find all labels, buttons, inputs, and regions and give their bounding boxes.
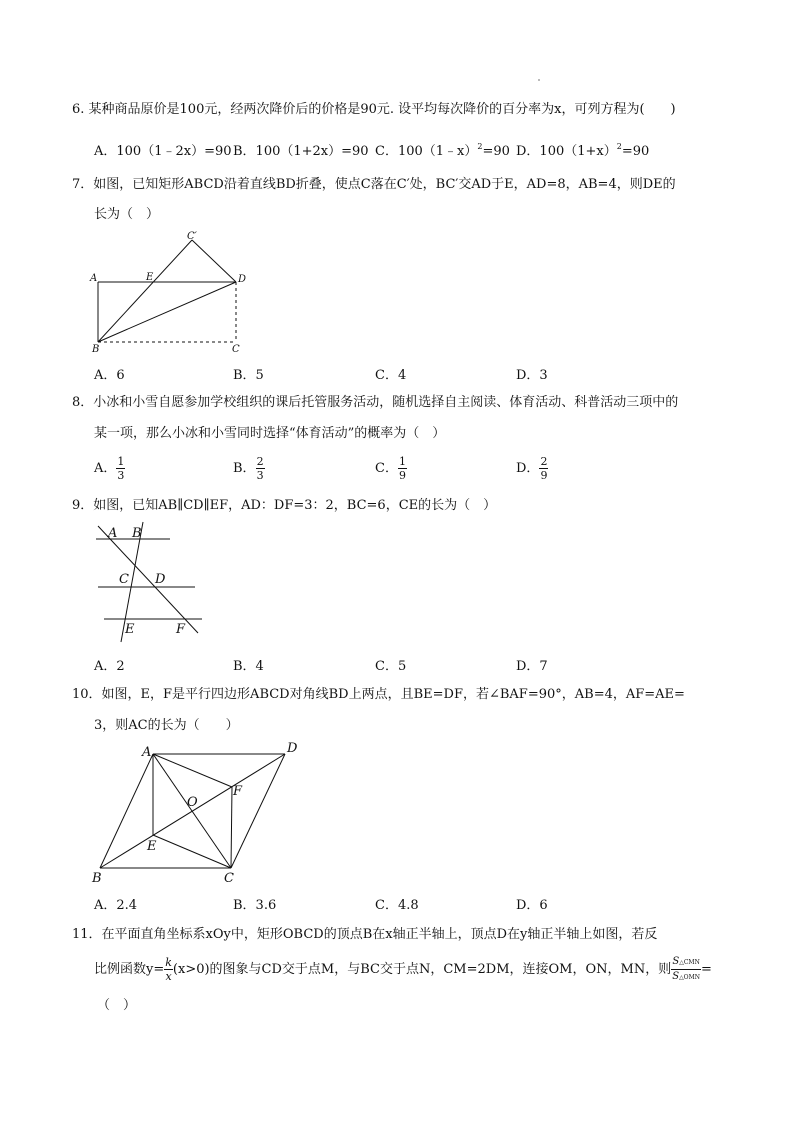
q7-label-b: B <box>92 344 100 355</box>
q9-figure-parallel-lines <box>88 518 218 648</box>
q11-stem-line1: 11．在平面直角坐标系xOy中，矩形OBCD的顶点B在x轴正半轴上，顶点D在y轴正半轴上如图，若反 <box>72 927 658 942</box>
q9-label-b: B <box>132 526 142 541</box>
q10-label-b: B <box>92 871 102 886</box>
q6-option-c: C．100（1﹣x）$^2$=90 <box>375 142 510 159</box>
q10-diagonal-ac <box>153 754 231 868</box>
q7-label-c: C <box>232 344 240 355</box>
q9-label-d: D <box>155 572 166 587</box>
q7-label-d: D <box>238 274 247 285</box>
q7-option-c: C．4 <box>375 368 407 383</box>
q8-option-b: B． $\frac{2}{3}$ <box>233 455 264 482</box>
q9-label-f: F <box>176 622 186 637</box>
q9-option-c: C．5 <box>375 659 407 674</box>
q9-option-b: B．4 <box>233 659 264 674</box>
q10-label-f: F <box>233 784 243 799</box>
q6-stem: 6. 某种商品原价是100元，经两次降价后的价格是90元. 设平均每次降价的百分率为x，可列方程为( ) <box>72 102 676 117</box>
q10-figure-parallelogram <box>88 738 298 886</box>
q7-segment-cprime-d <box>192 240 236 282</box>
q9-option-a: A．2 <box>94 659 125 674</box>
q10-stem-line1: 10．如图，E，F是平行四边形ABCD对角线BD上两点，且BE=DF，若∠BAF=90°，AB=4，AF=AE= <box>72 687 685 702</box>
q8-stem-line1: 8．小冰和小雪自愿参加学校组织的课后托管服务活动，随机选择自主阅读、体育活动、科普活动三项中的 <box>72 395 679 410</box>
q7-segment-bd <box>98 282 236 342</box>
q10-option-b: B．3.6 <box>233 898 277 913</box>
q6-option-d: D．$100(1+x)^2=90$ <box>516 142 650 159</box>
q10-label-c: C <box>224 871 234 886</box>
q10-label-e: E <box>147 839 157 854</box>
q7-stem-line2: 长为（ ） <box>94 207 160 222</box>
q8-stem-line2: 某一项，那么小冰和小雪同时选择“体育活动”的概率为（ ） <box>94 426 446 441</box>
q9-option-d: D．7 <box>516 659 548 674</box>
q10-option-c: C．4.8 <box>375 898 419 913</box>
q7-option-a: A．6 <box>94 368 125 383</box>
q9-label-c: C <box>119 572 129 587</box>
q6-option-a: A．100（1﹣2x）=90 <box>94 144 232 159</box>
q10-stem-line2: 3，则AC的长为（ ） <box>94 718 239 733</box>
q10-side-ab <box>100 754 153 868</box>
q10-label-a: A <box>142 745 152 760</box>
q9-stem: 9．如图，已知AB∥CD∥EF，AD：DF=3：2，BC=6，CE的长为（ ） <box>72 498 497 513</box>
q6-option-b: B．100（1+2x）=90 <box>233 144 369 159</box>
q10-label-o: O <box>187 795 198 810</box>
q7-stem-line1: 7．如图，已知矩形ABCD沿着直线BD折叠，使点C落在C′处，BC′交AD于E，AD=8，AB=4，则DE的 <box>72 177 676 192</box>
scan-speck <box>538 79 540 81</box>
q9-label-e: E <box>125 622 135 637</box>
q11-stem-line3: （ ） <box>97 998 137 1013</box>
q11-stem-line2: 比例函数y= $\frac{k}{x}$ (x>0)的图象与CD交于点M，与BC交于点N，CM=2DM，连接OM，ON，MN，则 $\frac{\text{S△CMN}}{\text{S△OMN}}$ = <box>94 956 712 983</box>
q7-segment-bcprime <box>98 240 192 342</box>
q8-option-d: D． $\frac{2}{9}$ <box>516 455 548 482</box>
q7-option-d: D．3 <box>516 368 548 383</box>
q9-label-a: A <box>108 526 118 541</box>
q7-figure-folded-rectangle <box>88 230 248 355</box>
q10-option-a: A．2.4 <box>94 898 138 913</box>
q10-segment-fc <box>231 787 232 868</box>
q7-label-cprime: C′ <box>187 231 197 242</box>
q8-option-a: A． $\frac{1}{3}$ <box>94 455 125 482</box>
q9-transversal-adf <box>98 526 198 633</box>
q10-option-d: D．6 <box>516 898 548 913</box>
q10-label-d: D <box>287 741 298 756</box>
q7-label-a: A <box>90 273 98 284</box>
q7-option-b: B．5 <box>233 368 264 383</box>
q7-label-e: E <box>146 272 154 283</box>
q8-option-c: C． $\frac{1}{9}$ <box>375 455 406 482</box>
